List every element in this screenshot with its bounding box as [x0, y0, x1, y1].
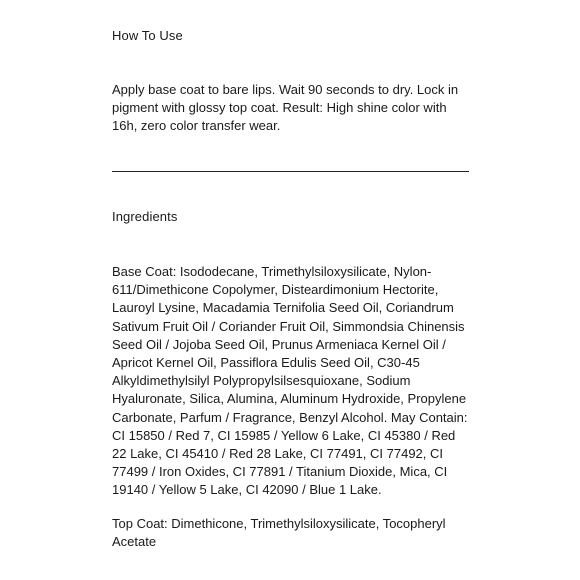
section-divider — [112, 171, 469, 172]
top-coat-ingredients: Top Coat: Dimethicone, Trimethylsiloxysilicate, Tocopheryl Acetate — [112, 516, 446, 550]
how-to-use-heading: How To Use — [112, 28, 183, 43]
how-to-use-text: Apply base coat to bare lips. Wait 90 seconds to dry. Lock in pigment with glossy top coat. Result: High shine color with 16h, zero color transfer wear. — [112, 82, 459, 134]
ingredients-heading: Ingredients — [112, 209, 178, 224]
base-coat-ingredients: Base Coat: Isododecane, Trimethylsiloxysilicate, Nylon-611/Dimethicone Copolymer, Disteardimonium Hectorite, Lauroyl Lysine, Macadamia Ternifolia Seed Oil, Coriandrum Sativum Fruit Oil / Coriander Fruit Oil, Simmondsia Chinensis Seed Oil / Jojoba Seed Oil, Prunus Armeniaca Kernel Oil / Apricot Kernel Oil, Passiflora Edulis Seed Oil, C30-45 Alkyldimethylsilyl Polypropylsilsesquioxane, Sodium Hyaluronate, Silica, Alumina, Aluminum Hydroxide, Propylene Carbonate, Parfum / Fragrance, Benzyl Alcohol. May Contain: CI 15850 / Red 7, CI 15985 / Yellow 6 Lake, CI 45380 / Red 22 Lake, CI 45410 / Red 28 Lake, CI 77491, CI 77492, CI 77499 / Iron Oxides, CI 77891 / Titanium Dioxide, Mica, CI 19140 / Yellow 5 Lake, CI 42090 / Blue 1 Lake. — [112, 264, 468, 498]
